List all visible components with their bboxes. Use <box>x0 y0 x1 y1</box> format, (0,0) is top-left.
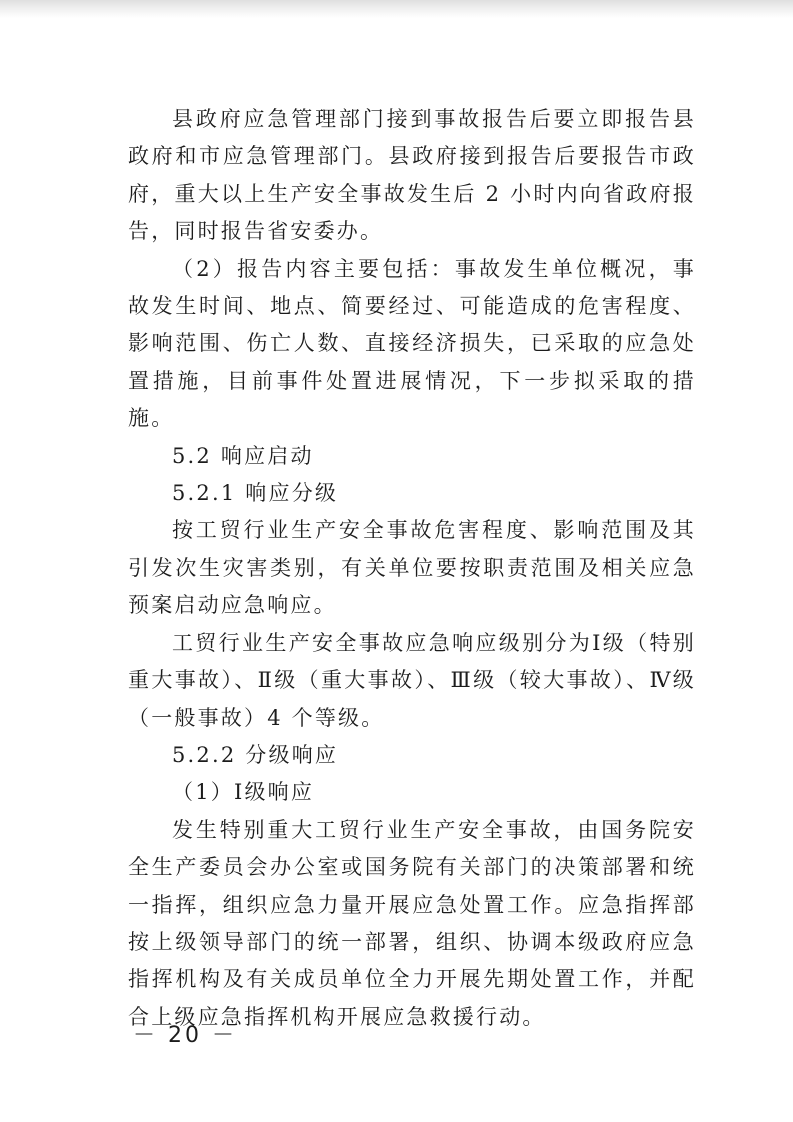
paragraph-report-procedure: 县政府应急管理部门接到事故报告后要立即报告县政府和市应急管理部门。县政府接到报告后要报告市政府，重大以上生产安全事故发生后 2 小时内向省政府报告，同时报告省安委办。 <box>128 107 696 244</box>
subsection-heading-level-1: （1）Ⅰ级响应 <box>172 780 315 805</box>
paragraph-report-content: （2）报告内容主要包括：事故发生单位概况，事故发生时间、地点、简要经过、可能造成的危害程度、影响范围、伤亡人数、直接经济损失，已采取的应急处置措施，目前事件处置进展情况，下一步拟采取的措施。 <box>128 256 696 431</box>
paragraph-response-levels: 工贸行业生产安全事故应急响应级别分为Ⅰ级（特别重大事故）、Ⅱ级（重大事故）、Ⅲ级（较大事故）、Ⅳ级（一般事故）4 个等级。 <box>128 630 696 730</box>
paragraph-response-grading: 按工贸行业生产安全事故危害程度、影响范围及其引发次生灾害类别，有关单位要按职责范围及相关应急预案启动应急响应。 <box>128 518 696 618</box>
document-body <box>128 101 696 1036</box>
section-heading-5-2-1: 5.2.1 响应分级 <box>172 481 339 506</box>
scan-edge-shadow <box>0 0 793 18</box>
paragraph-level-1-response: 发生特别重大工贸行业生产安全事故，由国务院安全生产委员会办公室或国务院有关部门的决策部署和统一指挥，组织应急力量开展应急处置工作。应急指挥部按上级领导部门的统一部署，组织、协调本级政府应急指挥机构及有关成员单位全力开展先期处置工作，并配合上级应急指挥机构开展应急救援行动。 <box>128 817 696 1029</box>
page-number: － 20 － <box>133 1023 237 1048</box>
section-heading-5-2-2: 5.2.2 分级响应 <box>172 742 339 767</box>
section-heading-5-2: 5.2 响应启动 <box>172 443 314 468</box>
